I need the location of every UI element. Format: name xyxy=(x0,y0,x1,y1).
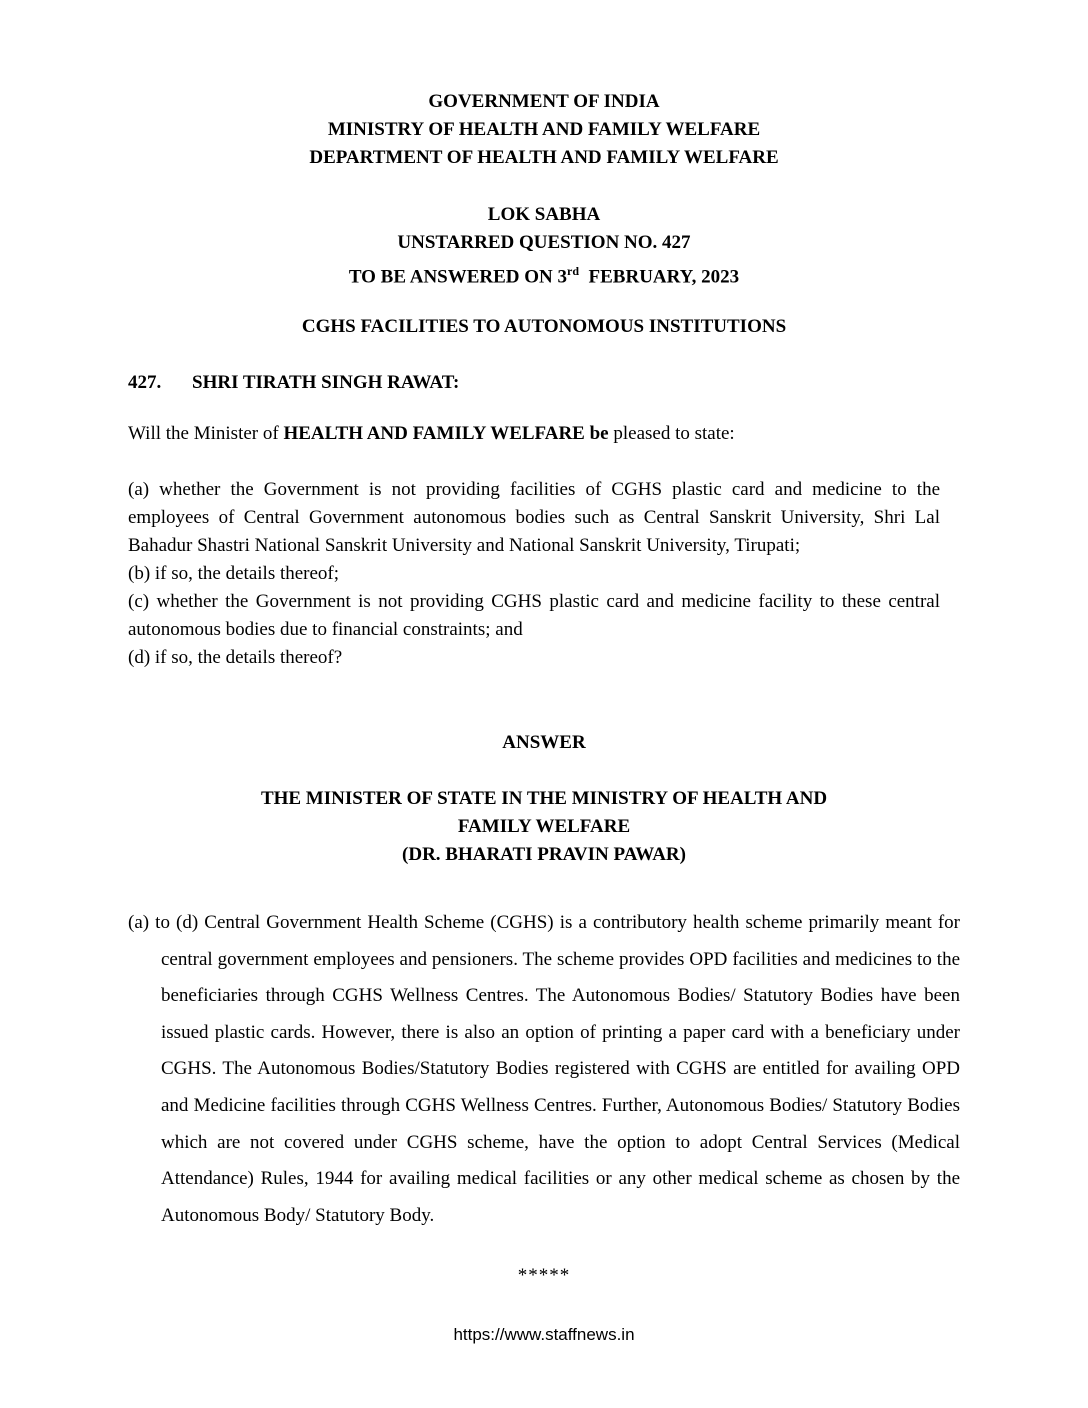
minister-name: (DR. BHARATI PRAVIN PAWAR) xyxy=(402,844,686,865)
answer-date-prefix: TO BE ANSWERED ON 3 xyxy=(348,266,568,288)
minister-title-line1: THE MINISTER OF STATE IN THE MINISTRY OF HEALTH AND xyxy=(260,788,828,809)
answer-date-ordinal: rd xyxy=(567,264,580,278)
question-part-b: (b) if so, the details thereof; xyxy=(128,563,340,584)
answer-heading-text: ANSWER xyxy=(502,732,586,753)
member-name: SHRI TIRATH SINGH RAWAT: xyxy=(192,372,460,393)
answer-heading xyxy=(0,729,1088,757)
intro-prefix: Will the Minister of xyxy=(128,423,284,444)
government-header xyxy=(0,88,1088,172)
header-government: GOVERNMENT OF INDIA xyxy=(428,91,660,112)
question-intro xyxy=(128,420,735,448)
answer-date xyxy=(0,257,1088,291)
answer-body xyxy=(128,905,960,1234)
question-part-d: (d) if so, the details thereof? xyxy=(128,647,343,668)
end-marker: ***** xyxy=(517,1265,571,1286)
intro-suffix: pleased to state: xyxy=(608,423,735,444)
question-subject xyxy=(0,313,1088,341)
minister-title-line2: FAMILY WELFARE xyxy=(457,816,631,837)
question-part-c: (c) whether the Government is not providing CGHS plastic card and medicine facility to these central autonomous bodies due to financial constraints; and xyxy=(128,591,940,640)
answer-text: (a) to (d) Central Government Health Scheme (CGHS) is a contributory health scheme primarily meant for central government employees and pensioners. The scheme provides OPD facilities and medicines to the beneficiaries through CGHS Wellness Centres. The Autonomous Bodies/ Statutory Bodies have been issued plastic cards. However, there is also an option of printing a paper card with a beneficiary under CGHS. The Autonomous Bodies/Statutory Bodies registered with CGHS are entitled for availing OPD and Medicine facilities through CGHS Wellness Centres. Further, Autonomous Bodies/ Statutory Bodies which are not covered under CGHS scheme, have the option to adopt Central Services (Medical Attendance) Rules, 1944 for availing medical facilities or any other medical scheme as chosen by the Autonomous Body/ Statutory Body. xyxy=(128,912,960,1226)
intro-ministry: HEALTH AND FAMILY WELFARE be xyxy=(283,423,609,444)
question-parts xyxy=(128,476,940,672)
question-type: UNSTARRED QUESTION NO. 427 xyxy=(397,232,691,253)
answer-date-suffix: FEBRUARY, 2023 xyxy=(579,266,740,288)
house-name: LOK SABHA xyxy=(487,204,601,225)
question-part-a: (a) whether the Government is not providing facilities of CGHS plastic card and medicine to the employees of Central Government autonomous bodies such as Central Sanskrit University, Shri Lal Bahadur Shastri National Sanskrit University and National Sanskrit University, Tirupati; xyxy=(128,479,940,556)
subject-title: CGHS FACILITIES TO AUTONOMOUS INSTITUTIONS xyxy=(301,316,787,337)
header-department: DEPARTMENT OF HEALTH AND FAMILY WELFARE xyxy=(309,147,779,168)
header-ministry: MINISTRY OF HEALTH AND FAMILY WELFARE xyxy=(327,119,761,140)
minister-block xyxy=(0,785,1088,869)
footer-url[interactable]: https://www.staffnews.in xyxy=(453,1325,635,1344)
question-number: 427. xyxy=(128,372,162,393)
house-header xyxy=(0,201,1088,291)
question-member-line xyxy=(128,369,459,397)
